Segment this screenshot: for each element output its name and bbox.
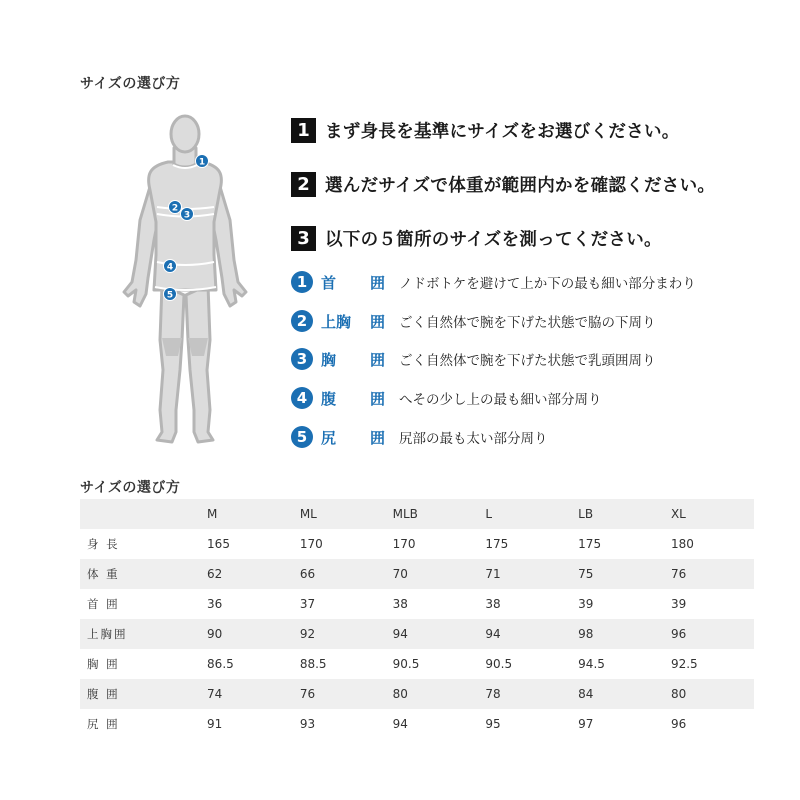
row-label: 体 重 (80, 559, 207, 589)
step-item (291, 172, 715, 197)
table-cell: 90.5 (485, 657, 513, 671)
table-header-cell: ML (300, 499, 393, 529)
table-header-cell: MLB (393, 499, 486, 529)
measurement-point-hip (291, 425, 548, 449)
table-cell: 80 (393, 679, 486, 709)
table-row (80, 529, 754, 559)
table-cell: 180 (670, 537, 694, 551)
table-row (80, 559, 754, 589)
section-title-size-guide: サイズの選び方 (80, 76, 181, 92)
table-cell: 92.5 (670, 657, 698, 671)
table-cell: 97 (578, 717, 594, 731)
table-cell: 80 (671, 679, 754, 709)
measurement-name-part: 囲 (369, 389, 385, 408)
table-cell: 39 (578, 597, 594, 611)
table-header-cell: XL (671, 499, 754, 529)
measurement-name-part: 腹 (321, 389, 337, 408)
table-row (80, 679, 754, 709)
table-row (80, 709, 754, 739)
table-cell: 86.5 (207, 657, 234, 671)
measurement-name (321, 427, 385, 448)
number-circle-icon: 5 (291, 426, 313, 448)
measurement-name (321, 272, 385, 293)
measurement-description: へその少し上の最も細い部分周り (399, 392, 602, 408)
table-cell: 70 (393, 559, 486, 589)
measurement-point-chest (291, 347, 656, 371)
table-cell: 93 (299, 717, 316, 731)
table-cell: 90.5 (392, 657, 420, 671)
table-cell: 95 (485, 717, 501, 731)
table-cell: 75 (578, 559, 671, 589)
row-label: 腹 囲 (80, 679, 207, 709)
step-number-box: 1 (291, 118, 316, 143)
row-label: 身 長 (87, 537, 120, 551)
number-circle-icon: 4 (291, 387, 313, 409)
table-cell: 39 (670, 597, 687, 611)
table-cell: 90 (207, 619, 300, 649)
svg-text:2: 2 (171, 203, 179, 214)
table-cell: 170 (392, 537, 416, 551)
measurement-point-upper-chest (291, 309, 656, 333)
measurement-description: ごく自然体で腕を下げた状態で乳頭囲周り (399, 353, 656, 369)
table-cell: 96 (670, 717, 687, 731)
table-cell: 94 (393, 619, 486, 649)
table-cell: 37 (299, 597, 316, 611)
measurement-name (321, 388, 385, 409)
svg-text:1: 1 (198, 157, 206, 168)
table-cell: 94.5 (578, 657, 605, 671)
table-cell: 76 (671, 559, 754, 589)
table-cell: 92 (300, 619, 393, 649)
measurement-name-part: 首 (321, 273, 337, 292)
table-cell: 175 (578, 537, 602, 551)
table-cell: 175 (485, 537, 509, 551)
table-cell: 165 (207, 537, 230, 551)
measurement-name-part: 囲 (369, 350, 385, 369)
measurement-name-part: 囲 (369, 312, 385, 331)
table-row (80, 619, 754, 649)
number-circle-icon: 2 (291, 310, 313, 332)
measurement-description: 尻部の最も太い部分周り (399, 431, 548, 447)
table-title: サイズの選び方 (80, 480, 181, 496)
table-cell: 98 (578, 619, 671, 649)
table-cell: 88.5 (299, 657, 327, 671)
row-label: 尻 囲 (87, 717, 120, 731)
step-number-box: 2 (291, 172, 316, 197)
table-cell: 91 (207, 717, 223, 731)
table-header-cell: L (485, 499, 578, 529)
measurement-point-waist (291, 386, 602, 410)
number-circle-icon: 1 (291, 271, 313, 293)
table-cell: 170 (299, 537, 323, 551)
table-row (80, 649, 754, 679)
measurement-point-neck (291, 270, 696, 294)
size-table (80, 499, 754, 739)
step-text: 選んだサイズで体重が範囲内かを確認ください。 (325, 176, 716, 196)
measurement-name-part: 囲 (369, 428, 385, 447)
step-text: まず身長を基準にサイズをお選びください。 (325, 122, 680, 142)
measurement-name (321, 311, 385, 332)
measurement-name-part: 囲 (369, 273, 385, 292)
table-cell: 36 (207, 597, 223, 611)
svg-text:5: 5 (166, 290, 174, 301)
measurement-description: ノドボトケを避けて上か下の最も細い部分まわり (399, 276, 696, 292)
table-cell: 96 (671, 619, 754, 649)
number-circle-icon: 3 (291, 348, 313, 370)
svg-text:4: 4 (166, 262, 174, 273)
body-silhouette-icon (110, 110, 260, 450)
table-header-cell (80, 499, 207, 529)
measurement-name (321, 349, 385, 370)
measurement-description: ごく自然体で腕を下げた状態で脇の下周り (399, 315, 656, 331)
measurement-name-part: 胸 (321, 350, 337, 369)
table-cell: 74 (207, 679, 300, 709)
step-item (291, 118, 680, 143)
table-cell: 66 (300, 559, 393, 589)
table-header-cell: LB (578, 499, 671, 529)
row-label: 首 囲 (87, 597, 120, 611)
table-cell: 78 (485, 679, 578, 709)
row-label: 上胸囲 (80, 619, 207, 649)
measurement-name-part: 尻 (321, 428, 337, 447)
table-row (80, 589, 754, 619)
table-cell: 76 (300, 679, 393, 709)
table-header-row (80, 499, 754, 529)
table-cell: 38 (485, 597, 501, 611)
step-number-box: 3 (291, 226, 316, 251)
step-text: 以下の５箇所のサイズを測ってください。 (325, 230, 662, 250)
step-item (291, 226, 662, 251)
table-cell: 84 (578, 679, 671, 709)
svg-text:3: 3 (183, 210, 191, 221)
table-cell: 38 (392, 597, 408, 611)
table-cell: 71 (485, 559, 578, 589)
measurement-name-part: 上胸 (321, 312, 352, 331)
table-cell: 94 (392, 717, 408, 731)
table-header-cell: M (207, 499, 300, 529)
row-label: 胸 囲 (87, 657, 120, 671)
table-cell: 62 (207, 559, 300, 589)
body-figure (110, 110, 260, 450)
table-cell: 94 (485, 619, 578, 649)
